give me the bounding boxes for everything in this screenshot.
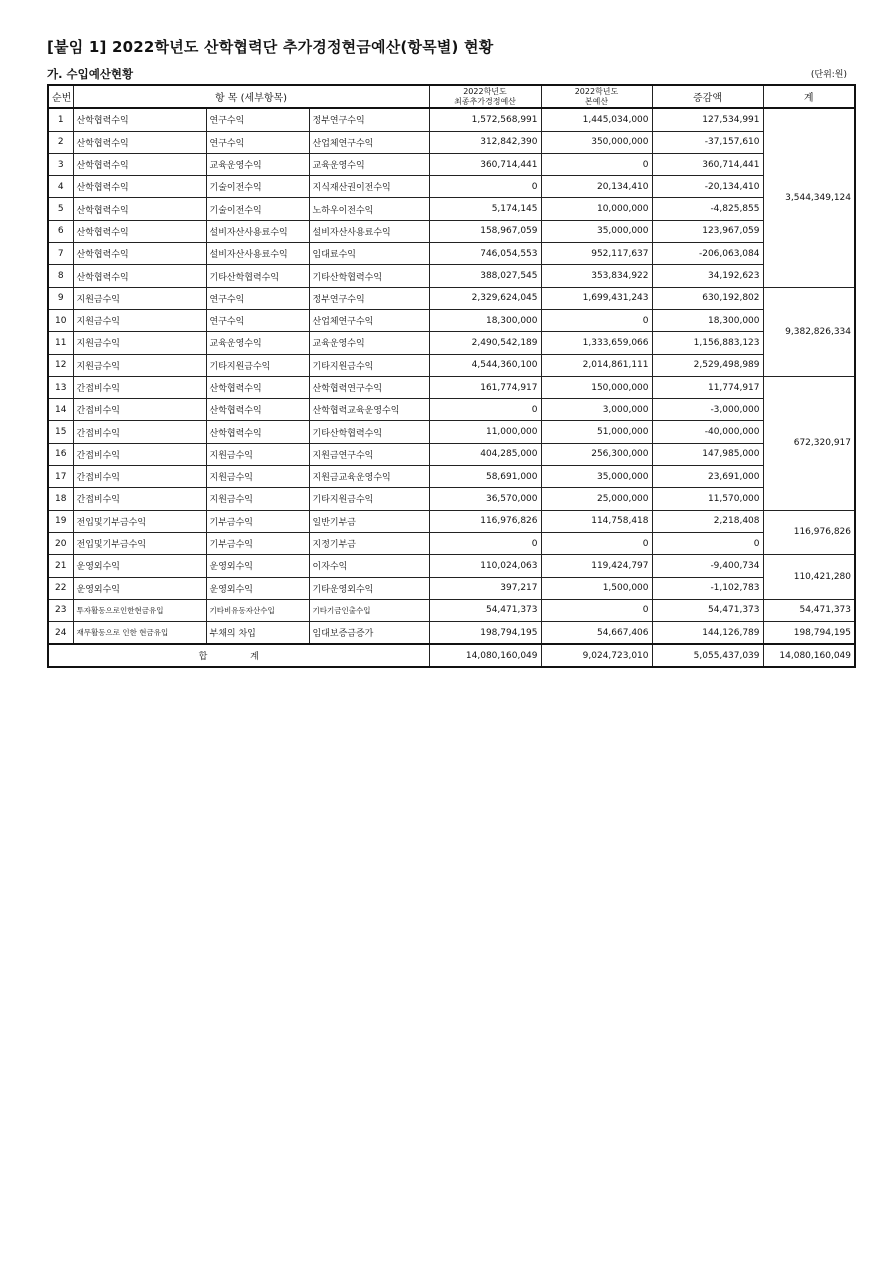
cell-category: 산학협력수익 xyxy=(73,198,206,220)
cell-detail: 산업체연구수익 xyxy=(309,309,429,331)
cell-category: 산학협력수익 xyxy=(73,131,206,153)
cell-final-budget: 2,490,542,189 xyxy=(429,332,541,354)
cell-main-budget: 51,000,000 xyxy=(541,421,652,443)
cell-detail: 산학협력연구수익 xyxy=(309,376,429,398)
cell-subcategory: 산학협력수익 xyxy=(206,421,309,443)
cell-detail: 이자수익 xyxy=(309,555,429,577)
cell-subcategory: 기타지원금수익 xyxy=(206,354,309,376)
cell-category: 투자활동으로인한현금유입 xyxy=(73,599,206,621)
cell-detail: 지식재산권이전수익 xyxy=(309,176,429,198)
table-row xyxy=(48,243,855,265)
cell-subcategory: 교육운영수익 xyxy=(206,153,309,175)
cell-category: 운영외수익 xyxy=(73,555,206,577)
cell-diff: 360,714,441 xyxy=(652,153,763,175)
cell-main-budget: 2,014,861,111 xyxy=(541,354,652,376)
cell-final-budget: 161,774,917 xyxy=(429,376,541,398)
cell-diff: -4,825,855 xyxy=(652,198,763,220)
cell-diff: 1,156,883,123 xyxy=(652,332,763,354)
table-row xyxy=(48,287,855,309)
cell-no: 9 xyxy=(48,287,73,309)
cell-no: 1 xyxy=(48,108,73,131)
cell-main-budget: 350,000,000 xyxy=(541,131,652,153)
cell-final-budget: 158,967,059 xyxy=(429,220,541,242)
cell-subcategory: 기타비유동자산수입 xyxy=(206,599,309,621)
cell-subcategory: 교육운영수익 xyxy=(206,332,309,354)
cell-detail: 산학협력교육운영수익 xyxy=(309,399,429,421)
cell-diff: 2,218,408 xyxy=(652,510,763,532)
cell-no: 13 xyxy=(48,376,73,398)
cell-subcategory: 운영외수익 xyxy=(206,555,309,577)
cell-diff: 34,192,623 xyxy=(652,265,763,287)
cell-main-budget: 0 xyxy=(541,532,652,554)
cell-final-budget: 312,842,390 xyxy=(429,131,541,153)
cell-detail: 정부연구수익 xyxy=(309,287,429,309)
cell-diff: -9,400,734 xyxy=(652,555,763,577)
table-row xyxy=(48,332,855,354)
cell-subcategory: 지원금수익 xyxy=(206,488,309,510)
table-row xyxy=(48,599,855,621)
cell-detail: 기타산학협력수익 xyxy=(309,421,429,443)
table-row xyxy=(48,131,855,153)
cell-category: 전입및기부금수익 xyxy=(73,532,206,554)
cell-main-budget: 35,000,000 xyxy=(541,220,652,242)
group-total: 672,320,917 xyxy=(763,376,855,510)
unit-label: (단위:원) xyxy=(810,70,847,80)
cell-final-budget: 4,544,360,100 xyxy=(429,354,541,376)
cell-category: 간접비수익 xyxy=(73,488,206,510)
cell-subcategory: 산학협력수익 xyxy=(206,376,309,398)
table-row xyxy=(48,354,855,376)
cell-subcategory: 연구수익 xyxy=(206,131,309,153)
cell-category: 간접비수익 xyxy=(73,399,206,421)
cell-detail: 기타지원금수익 xyxy=(309,354,429,376)
table-row xyxy=(48,153,855,175)
cell-main-budget: 1,699,431,243 xyxy=(541,287,652,309)
cell-category: 간접비수익 xyxy=(73,376,206,398)
cell-detail: 임대료수익 xyxy=(309,243,429,265)
cell-main-budget: 10,000,000 xyxy=(541,198,652,220)
cell-no: 23 xyxy=(48,599,73,621)
cell-no: 20 xyxy=(48,532,73,554)
cell-diff: 630,192,802 xyxy=(652,287,763,309)
cell-main-budget: 1,333,659,066 xyxy=(541,332,652,354)
cell-diff: -20,134,410 xyxy=(652,176,763,198)
cell-diff: 0 xyxy=(652,532,763,554)
cell-category: 간접비수익 xyxy=(73,421,206,443)
table-row xyxy=(48,488,855,510)
cell-detail: 설비자산사용료수익 xyxy=(309,220,429,242)
group-total: 110,421,280 xyxy=(763,555,855,600)
sum-diff: 5,055,437,039 xyxy=(652,644,763,667)
group-total: 116,976,826 xyxy=(763,510,855,555)
cell-diff: -37,157,610 xyxy=(652,131,763,153)
cell-diff: 123,967,059 xyxy=(652,220,763,242)
header-main-budget-line2: 본예산 xyxy=(584,96,609,106)
cell-diff: 18,300,000 xyxy=(652,309,763,331)
header-item: 항 목 (세부항목) xyxy=(73,85,429,108)
cell-final-budget: 2,329,624,045 xyxy=(429,287,541,309)
cell-diff: -40,000,000 xyxy=(652,421,763,443)
cell-category: 지원금수익 xyxy=(73,287,206,309)
cell-no: 4 xyxy=(48,176,73,198)
page-title: [붙임 1] 2022학년도 산학협력단 추가경정현금예산(항목별) 현황 xyxy=(47,38,494,56)
cell-final-budget: 746,054,553 xyxy=(429,243,541,265)
cell-detail: 산업체연구수익 xyxy=(309,131,429,153)
cell-no: 19 xyxy=(48,510,73,532)
cell-subcategory: 기술이전수익 xyxy=(206,198,309,220)
table-row xyxy=(48,466,855,488)
table-row xyxy=(48,198,855,220)
cell-category: 지원금수익 xyxy=(73,332,206,354)
cell-no: 22 xyxy=(48,577,73,599)
cell-category: 간접비수익 xyxy=(73,466,206,488)
cell-detail: 교육운영수익 xyxy=(309,153,429,175)
cell-no: 18 xyxy=(48,488,73,510)
table-row xyxy=(48,265,855,287)
cell-subcategory: 기부금수익 xyxy=(206,510,309,532)
cell-diff: 23,691,000 xyxy=(652,466,763,488)
cell-no: 21 xyxy=(48,555,73,577)
cell-category: 산학협력수익 xyxy=(73,176,206,198)
cell-no: 15 xyxy=(48,421,73,443)
cell-main-budget: 35,000,000 xyxy=(541,466,652,488)
cell-no: 5 xyxy=(48,198,73,220)
cell-final-budget: 404,285,000 xyxy=(429,443,541,465)
cell-detail: 임대보증금증가 xyxy=(309,622,429,645)
cell-subcategory: 부채의 차입 xyxy=(206,622,309,645)
section-title: 가. 수입예산현황 xyxy=(47,67,134,81)
sum-total: 14,080,160,049 xyxy=(763,644,855,667)
table-row xyxy=(48,510,855,532)
table-row xyxy=(48,176,855,198)
cell-category: 운영외수익 xyxy=(73,577,206,599)
cell-detail: 교육운영수익 xyxy=(309,332,429,354)
sum-final-budget: 14,080,160,049 xyxy=(429,644,541,667)
cell-category: 재무활동으로 인한 현금유입 xyxy=(73,622,206,645)
header-no: 순번 xyxy=(48,85,73,108)
cell-no: 17 xyxy=(48,466,73,488)
table-row xyxy=(48,421,855,443)
cell-category: 산학협력수익 xyxy=(73,220,206,242)
cell-final-budget: 1,572,568,991 xyxy=(429,108,541,131)
cell-no: 11 xyxy=(48,332,73,354)
cell-diff: 147,985,000 xyxy=(652,443,763,465)
cell-final-budget: 18,300,000 xyxy=(429,309,541,331)
cell-main-budget: 1,500,000 xyxy=(541,577,652,599)
cell-no: 24 xyxy=(48,622,73,645)
cell-main-budget: 256,300,000 xyxy=(541,443,652,465)
cell-subcategory: 기타산학협력수익 xyxy=(206,265,309,287)
cell-subcategory: 기술이전수익 xyxy=(206,176,309,198)
cell-category: 전입및기부금수익 xyxy=(73,510,206,532)
cell-detail: 기타산학협력수익 xyxy=(309,265,429,287)
cell-main-budget: 54,667,406 xyxy=(541,622,652,645)
cell-detail: 기타지원금수익 xyxy=(309,488,429,510)
cell-diff: 11,570,000 xyxy=(652,488,763,510)
cell-detail: 기타운영외수익 xyxy=(309,577,429,599)
cell-no: 14 xyxy=(48,399,73,421)
cell-diff: 54,471,373 xyxy=(652,599,763,621)
cell-no: 12 xyxy=(48,354,73,376)
header-main-budget-line1: 2022학년도 xyxy=(574,86,619,96)
cell-final-budget: 58,691,000 xyxy=(429,466,541,488)
cell-subcategory: 기부금수익 xyxy=(206,532,309,554)
cell-subcategory: 연구수익 xyxy=(206,309,309,331)
cell-detail: 지원금교육운영수익 xyxy=(309,466,429,488)
header-diff: 증감액 xyxy=(652,85,763,108)
cell-no: 7 xyxy=(48,243,73,265)
cell-category: 산학협력수익 xyxy=(73,108,206,131)
cell-diff: -3,000,000 xyxy=(652,399,763,421)
cell-subcategory: 설비자산사용료수익 xyxy=(206,220,309,242)
cell-main-budget: 0 xyxy=(541,599,652,621)
cell-detail: 일반기부금 xyxy=(309,510,429,532)
table-row xyxy=(48,443,855,465)
group-total: 198,794,195 xyxy=(763,622,855,645)
cell-diff: -1,102,783 xyxy=(652,577,763,599)
cell-main-budget: 0 xyxy=(541,153,652,175)
cell-final-budget: 397,217 xyxy=(429,577,541,599)
cell-final-budget: 110,024,063 xyxy=(429,555,541,577)
cell-subcategory: 운영외수익 xyxy=(206,577,309,599)
cell-no: 3 xyxy=(48,153,73,175)
cell-main-budget: 114,758,418 xyxy=(541,510,652,532)
cell-no: 10 xyxy=(48,309,73,331)
table-row xyxy=(48,399,855,421)
table-row xyxy=(48,309,855,331)
cell-main-budget: 20,134,410 xyxy=(541,176,652,198)
cell-final-budget: 54,471,373 xyxy=(429,599,541,621)
group-total: 9,382,826,334 xyxy=(763,287,855,376)
sum-main-budget: 9,024,723,010 xyxy=(541,644,652,667)
cell-subcategory: 산학협력수익 xyxy=(206,399,309,421)
cell-subcategory: 연구수익 xyxy=(206,287,309,309)
cell-diff: 11,774,917 xyxy=(652,376,763,398)
table-row xyxy=(48,622,855,645)
header-final-budget xyxy=(429,85,541,108)
header-final-budget-line1: 2022학년도 xyxy=(463,86,507,96)
cell-no: 6 xyxy=(48,220,73,242)
cell-diff: -206,063,084 xyxy=(652,243,763,265)
sum-row xyxy=(48,644,855,667)
cell-category: 산학협력수익 xyxy=(73,265,206,287)
cell-final-budget: 360,714,441 xyxy=(429,153,541,175)
cell-main-budget: 150,000,000 xyxy=(541,376,652,398)
table-row xyxy=(48,577,855,599)
cell-main-budget: 25,000,000 xyxy=(541,488,652,510)
table-row xyxy=(48,555,855,577)
cell-subcategory: 연구수익 xyxy=(206,108,309,131)
cell-no: 2 xyxy=(48,131,73,153)
cell-category: 지원금수익 xyxy=(73,309,206,331)
cell-category: 지원금수익 xyxy=(73,354,206,376)
cell-final-budget: 198,794,195 xyxy=(429,622,541,645)
cell-final-budget: 116,976,826 xyxy=(429,510,541,532)
cell-final-budget: 388,027,545 xyxy=(429,265,541,287)
cell-final-budget: 36,570,000 xyxy=(429,488,541,510)
cell-main-budget: 119,424,797 xyxy=(541,555,652,577)
table-row xyxy=(48,108,855,131)
group-total: 3,544,349,124 xyxy=(763,108,855,287)
cell-final-budget: 0 xyxy=(429,399,541,421)
cell-diff: 127,534,991 xyxy=(652,108,763,131)
cell-detail: 지원금연구수익 xyxy=(309,443,429,465)
header-main-budget xyxy=(541,85,652,108)
cell-main-budget: 1,445,034,000 xyxy=(541,108,652,131)
cell-detail: 기타기금인출수입 xyxy=(309,599,429,621)
cell-main-budget: 952,117,637 xyxy=(541,243,652,265)
cell-category: 산학협력수익 xyxy=(73,153,206,175)
cell-subcategory: 지원금수익 xyxy=(206,443,309,465)
table-row xyxy=(48,532,855,554)
table-header-row xyxy=(48,85,855,108)
header-total: 계 xyxy=(763,85,855,108)
cell-category: 간접비수익 xyxy=(73,443,206,465)
table-row xyxy=(48,220,855,242)
cell-diff: 2,529,498,989 xyxy=(652,354,763,376)
cell-final-budget: 5,174,145 xyxy=(429,198,541,220)
cell-diff: 144,126,789 xyxy=(652,622,763,645)
header-final-budget-line2: 최종추가경정예산 xyxy=(454,96,516,106)
cell-subcategory: 지원금수익 xyxy=(206,466,309,488)
table-row xyxy=(48,376,855,398)
cell-no: 8 xyxy=(48,265,73,287)
group-total: 54,471,373 xyxy=(763,599,855,621)
revenue-budget-table xyxy=(47,84,856,668)
cell-category: 산학협력수익 xyxy=(73,243,206,265)
cell-main-budget: 353,834,922 xyxy=(541,265,652,287)
sum-label: 합 계 xyxy=(48,644,429,667)
cell-subcategory: 설비자산사용료수익 xyxy=(206,243,309,265)
cell-detail: 노하우이전수익 xyxy=(309,198,429,220)
cell-detail: 지정기부금 xyxy=(309,532,429,554)
cell-final-budget: 0 xyxy=(429,532,541,554)
cell-final-budget: 0 xyxy=(429,176,541,198)
cell-main-budget: 0 xyxy=(541,309,652,331)
cell-main-budget: 3,000,000 xyxy=(541,399,652,421)
cell-final-budget: 11,000,000 xyxy=(429,421,541,443)
cell-no: 16 xyxy=(48,443,73,465)
cell-detail: 정부연구수익 xyxy=(309,108,429,131)
